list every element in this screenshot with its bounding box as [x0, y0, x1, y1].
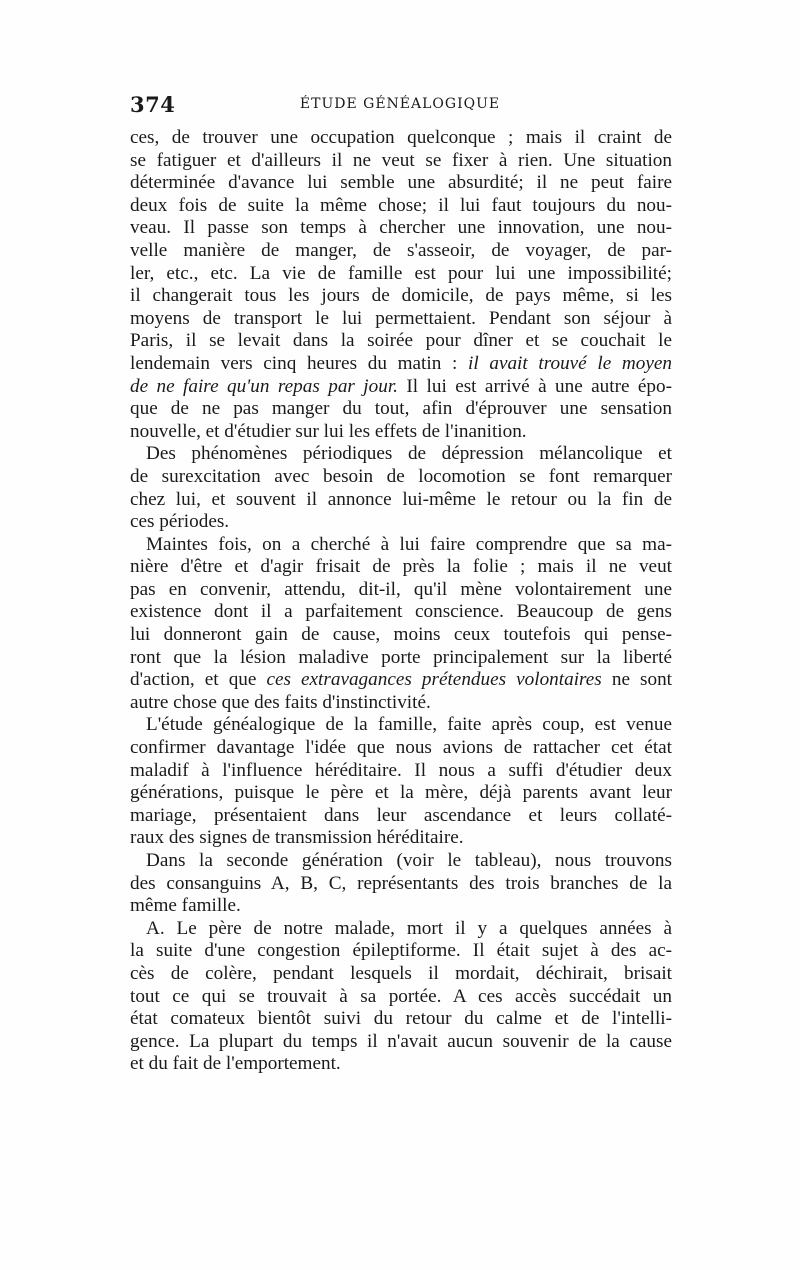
text-line: état comateux bientôt suivi du retour du calme et de l'intelli- — [130, 1008, 672, 1030]
italic-span: de ne faire qu'un repas par jour. — [130, 375, 398, 397]
paragraph-start: A. Le père de notre malade, mort il y a quelques années à — [146, 917, 672, 939]
text-line: autre chose que des faits d'instinctivité. — [130, 691, 431, 713]
text-line: Paris, il se levait dans la soirée pour dîner et se couchait le — [130, 330, 672, 352]
text-line: générations, puisque le père et la mère, déjà parents avant leur — [130, 782, 672, 804]
text-span: Il lui est arrivé à une autre épo- — [406, 375, 672, 397]
text-span: d'action, et que — [130, 669, 257, 691]
text-line: raux des signes de transmission héréditaire. — [130, 827, 464, 849]
paragraph-start: L'étude généalogique de la famille, faite après coup, est venue — [146, 714, 672, 736]
text-line: déterminée d'avance lui semble une absurdité; il ne peut faire — [130, 172, 672, 194]
text-line: la suite d'une congestion épileptiforme. Il était sujet à des ac- — [130, 940, 672, 962]
text-line: confirmer davantage l'idée que nous avions de rattacher cet état — [130, 737, 672, 759]
text-line: deux fois de suite la même chose; il lui faut toujours du nou- — [130, 194, 672, 216]
text-line: ler, etc., etc. La vie de famille est pour lui une impossibilité; — [130, 262, 672, 284]
text-line: que de ne pas manger du tout, afin d'éprouver une sensation — [130, 398, 672, 420]
italic-span: ces extravagances prétendues volontaires — [266, 669, 602, 691]
paragraph-start: Des phénomènes périodiques de dépression mélancolique et — [146, 443, 672, 465]
text-line: de surexcitation avec besoin de locomotion se font remarquer — [130, 465, 672, 487]
text-line: moyens de transport le lui permettaient. Pendant son séjour à — [130, 307, 672, 329]
text-line: veau. Il passe son temps à chercher une innovation, une nou- — [130, 217, 672, 239]
text-line: existence dont il a parfaitement conscience. Beaucoup de gens — [130, 601, 672, 623]
text-line: lui donneront gain de cause, moins ceux toutefois qui pense- — [130, 624, 672, 646]
text-line: se fatiguer et d'ailleurs il ne veut se fixer à rien. Une situation — [130, 149, 672, 171]
text-line: ces, de trouver une occupation quelconque ; mais il craint de — [130, 127, 672, 148]
paragraph-start: Dans la seconde génération (voir le tableau), nous trouvons — [146, 850, 672, 871]
text-line-mixed — [130, 353, 672, 376]
text-line-mixed — [130, 669, 672, 692]
body-text — [130, 127, 672, 1076]
text-line: cès de colère, pendant lesquels il mordait, déchirait, brisait — [130, 962, 672, 984]
text-line: pas en convenir, attendu, dit-il, qu'il mène volontairement une — [130, 578, 672, 600]
text-line: chez lui, et souvent il annonce lui-même le retour ou la fin de — [130, 488, 672, 510]
page-number: 374 — [130, 92, 176, 117]
text-line: même famille. — [130, 895, 241, 917]
text-line-mixed — [130, 376, 672, 399]
text-span: ne sont — [611, 669, 672, 691]
page-header — [130, 92, 670, 122]
text-line: nière d'être et d'agir frisait de près la folie ; mais il ne veut — [130, 556, 672, 578]
text-line: mariage, présentaient dans leur ascendance et leurs collaté- — [130, 804, 672, 826]
paragraph-start: Maintes fois, on a cherché à lui faire comprendre que sa ma- — [146, 533, 672, 555]
text-line: nouvelle, et d'étudier sur lui les effets de l'inanition. — [130, 420, 527, 442]
text-line: il changerait tous les jours de domicile, de pays même, si les — [130, 285, 672, 307]
text-line: ront que la lésion maladive porte principalement sur la liberté — [130, 646, 672, 668]
text-line: gence. La plupart du temps il n'avait aucun souvenir de la cause — [130, 1030, 672, 1052]
text-line: et du fait de l'emportement. — [130, 1053, 341, 1075]
text-span: lendemain vers cinq heures du matin : — [130, 352, 458, 374]
text-line: velle manière de manger, de s'asseoir, de voyager, de par- — [130, 239, 672, 261]
text-line: ces périodes. — [130, 511, 230, 533]
running-title: ÉTUDE GÉNÉALOGIQUE — [299, 96, 501, 112]
text-line: tout ce qui se trouvait à sa portée. A ces accès succédait un — [130, 985, 672, 1007]
italic-span: il avait trouvé le moyen — [468, 352, 672, 374]
text-line: maladif à l'influence héréditaire. Il nous a suffi d'étudier deux — [130, 759, 672, 781]
text-line: des consanguins A, B, C, représentants des trois branches de la — [130, 872, 672, 894]
